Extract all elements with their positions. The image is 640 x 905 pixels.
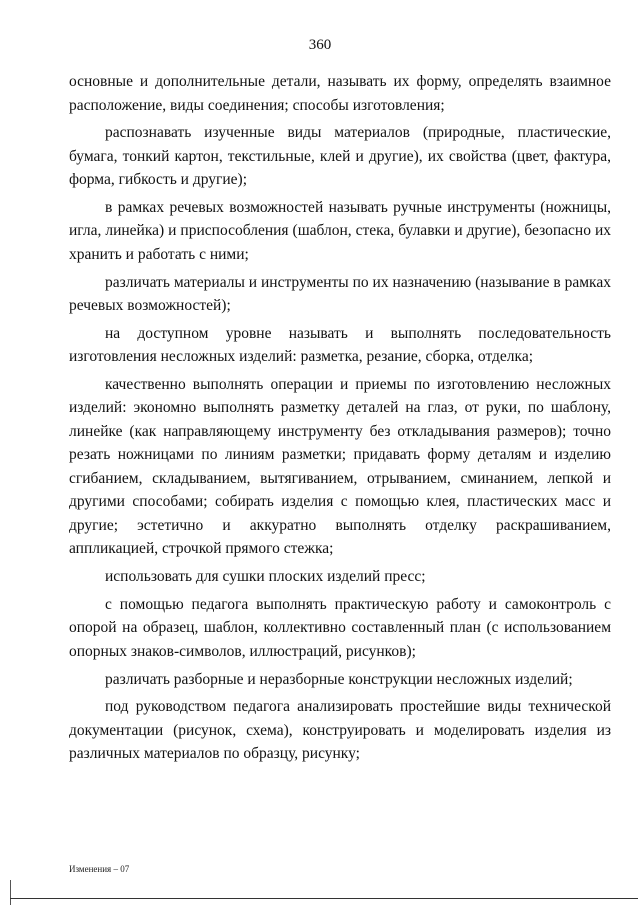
scan-edge-line — [10, 880, 11, 905]
paragraph-self-control: с помощью педагога выполнять практическую работу и самоконтроль с опорой на образец, шаблон, коллективно составленный план (с использованием опорных знаков-символов, иллюстраций, рисунков); — [69, 595, 611, 660]
footer-revision-note: Изменения – 07 — [69, 864, 130, 874]
paragraph-materials: распознавать изученные виды материалов (природные, пластические, бумага, тонкий картон, текстильные, клей и другие), их свойства (цвет, фактура, форма, гибкость и другие); — [69, 124, 611, 189]
document-body — [69, 70, 611, 770]
paragraph-operations: качественно выполнять операции и приемы по изготовлению несложных изделий: экономно выполнять разметку деталей на глаз, от руки, по шаблону, линейке (как направляющему инструменту без откладывания размеров); точно резать ножницами по линиям разметки; придавать форму деталям и изделию сгибанием, складыванием, вытягиванием, отрыванием, сминанием, лепкой и другими способами; собирать изделия с помощью клея, пластических масс и другие; эстетично и аккуратно выполнять отделку раскрашиванием, аппликацией, строчкой прямого стежка; — [69, 375, 611, 558]
paragraph-continuation: основные и дополнительные детали, называть их форму, определять взаимное расположение, виды соединения; способы изготовления; — [69, 73, 611, 114]
scan-bottom-line — [10, 898, 638, 899]
paragraph-press: использовать для сушки плоских изделий пресс; — [105, 568, 426, 586]
paragraph-documentation: под руководством педагога анализировать простейшие виды технической документации (рисунок, схема), конструировать и моделировать изделия из различных материалов по образцу, рисунку; — [69, 698, 611, 763]
paragraph-tools: в рамках речевых возможностей называть ручные инструменты (ножницы, игла, линейка) и приспособления (шаблон, стека, булавки и другие), безопасно их хранить и работать с ними; — [69, 198, 611, 263]
paragraph-sequence: на доступном уровне называть и выполнять последовательность изготовления несложных изделий: разметка, резание, сборка, отделка; — [69, 324, 611, 366]
paragraph-purpose: различать материалы и инструменты по их назначению (называние в рамках речевых возможностей); — [69, 273, 611, 315]
page-number: 360 — [308, 37, 332, 53]
paragraph-constructions: различать разборные и неразборные конструкции несложных изделий; — [105, 670, 573, 688]
